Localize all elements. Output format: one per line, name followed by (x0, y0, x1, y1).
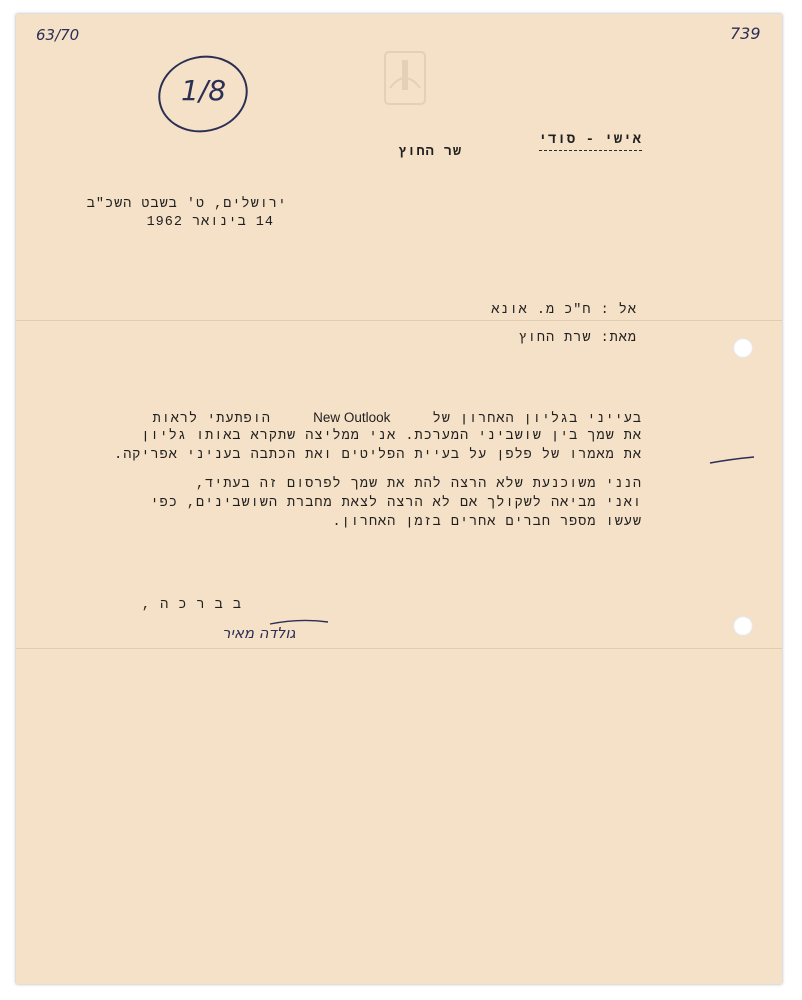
body-line: ואני מביאה לשקולך אם לא הרצה לצאת מחברת השושבינים, כפי (150, 496, 642, 511)
body-line: שעשו מספר חברים אחרים בזמן האחרון. (332, 515, 642, 530)
state-emblem-icon (380, 48, 430, 108)
circled-annotation-text: 1/8 (181, 74, 227, 107)
paper-fold-line (16, 648, 782, 649)
recipient-line: אל : ח"כ מ. אונא (491, 303, 637, 318)
sender-line: מאת: שרת החוץ (518, 331, 637, 346)
folio-number-right: 739 (730, 24, 761, 43)
classification-label (539, 132, 642, 148)
body-text-segment: הופתעתי לראות (152, 412, 271, 427)
punch-hole (733, 338, 753, 358)
closing-salutation: ב ב ר כ ה , (141, 598, 242, 613)
office-title: שר החוץ (398, 145, 462, 160)
classification-text: אישי - סודי (539, 132, 642, 151)
punch-hole (733, 616, 753, 636)
gregorian-date: 14 בינואר 1962 (146, 215, 274, 230)
body-line: את מאמרו של פלפן על בעיית הפליטים ואת הכתבה בעניני אפריקה. (114, 448, 642, 463)
folio-number-left: 63/70 (36, 26, 80, 44)
signature-text: גולדה מאיר (222, 624, 296, 642)
body-line: את שמך בין שושביני המערכת. אני ממליצה שתקרא באותו גליון (141, 429, 642, 444)
publication-name: New Outlook (313, 410, 391, 425)
body-line (153, 410, 642, 427)
hebrew-date: ירושלים, ט' בשבט השכ"ב (86, 197, 287, 212)
body-text-segment: בעייני בגליון האחרון של (432, 412, 642, 427)
margin-pen-stroke-icon (708, 455, 756, 467)
handwritten-signature (222, 624, 344, 642)
body-line: הנני משוכנעת שלא הרצה להת את שמך לפרסום זה בעתיד, (196, 477, 642, 492)
paper-fold-line (16, 320, 782, 321)
